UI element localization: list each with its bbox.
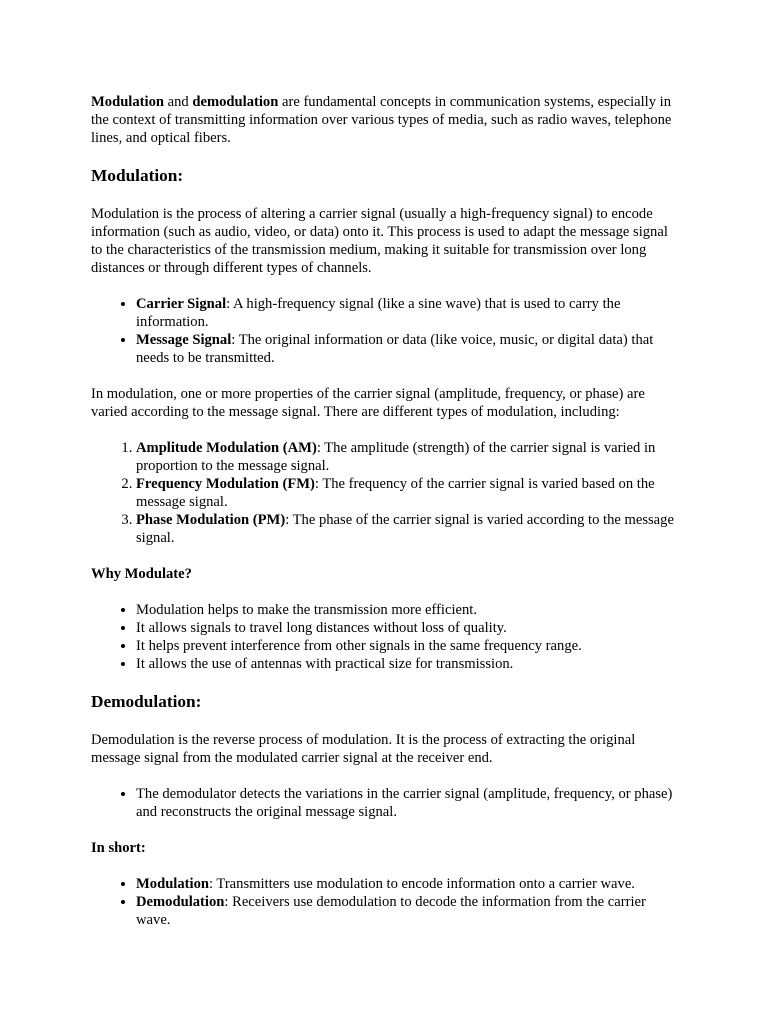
list-item-modulation: [136, 875, 681, 893]
list-item-term: Frequency Modulation (FM): [136, 476, 315, 492]
list-item-carrier-signal: [136, 295, 681, 331]
intro-text: are fundamental concepts in communication systems, especially in the context of transmitting information over various types of media, such as radio waves, telephone lines, and optical fibers.: [91, 94, 672, 146]
list-item-demodulation: [136, 893, 681, 929]
list-item-term: Carrier Signal: [136, 296, 227, 312]
summary-list: [91, 875, 681, 929]
list-item-term: Amplitude Modulation (AM): [136, 440, 317, 456]
demodulation-description: Demodulation is the reverse process of modulation. It is the process of extracting the original message signal from the modulated carrier signal at the receiver end.: [91, 732, 636, 766]
list-item-text: : The original information or data (like voice, music, or digital data) that needs to be transmitted.: [136, 332, 654, 366]
demodulation-list: [91, 785, 681, 821]
list-item-pm: [136, 511, 681, 547]
list-item-term: Phase Modulation (PM): [136, 512, 286, 528]
list-item-text: : Transmitters use modulation to encode information onto a carrier wave.: [208, 876, 635, 892]
list-item-term: Message Signal: [136, 332, 232, 348]
list-item-am: [136, 439, 681, 475]
why-modulate-list: [91, 601, 681, 673]
list-item: • It allows the use of antennas with practical size for transmission.: [136, 655, 681, 673]
modulation-types-intro: In modulation, one or more properties of the carrier signal (amplitude, frequency, or phase) are varied according to the message signal. There are different types of modulation, including:: [91, 386, 645, 420]
list-item-term: Demodulation: [136, 894, 225, 910]
list-item-fm: [136, 475, 681, 511]
intro-term-demodulation: demodulation: [192, 94, 279, 110]
document-page: [91, 93, 681, 947]
list-item: • Modulation helps to make the transmission more efficient.: [136, 601, 681, 619]
list-item-text: : Receivers use demodulation to decode the information from the carrier wave.: [136, 894, 646, 928]
list-item-text: : The frequency of the carrier signal is varied based on the message signal.: [136, 476, 655, 510]
list-item-text: : A high-frequency signal (like a sine wave) that is used to carry the information.: [136, 296, 621, 330]
list-item-text: : The amplitude (strength) of the carrier signal is varied in proportion to the message signal.: [136, 440, 656, 474]
list-item-term: Modulation: [136, 876, 209, 892]
signal-list: [91, 295, 681, 367]
intro-paragraph: [91, 93, 681, 147]
list-item-message-signal: [136, 331, 681, 367]
list-item: • It helps prevent interference from other signals in the same frequency range.: [136, 637, 681, 655]
intro-term-modulation: Modulation: [91, 94, 164, 110]
in-short-heading: In short:: [91, 840, 146, 856]
demodulation-heading: Demodulation:: [91, 692, 202, 711]
modulation-types-list: [91, 439, 681, 547]
modulation-heading: Modulation:: [91, 166, 184, 185]
list-item: • It allows signals to travel long distances without loss of quality.: [136, 619, 681, 637]
list-item: • The demodulator detects the variations in the carrier signal (amplitude, frequency, or phase) and reconstructs the original message signal.: [136, 785, 681, 821]
list-item-text: : The phase of the carrier signal is varied according to the message signal.: [136, 512, 674, 546]
why-modulate-heading: Why Modulate?: [91, 566, 192, 582]
intro-conjunction: and: [163, 94, 193, 110]
modulation-description: Modulation is the process of altering a carrier signal (usually a high-frequency signal) to encode information (such as audio, video, or data) onto it. This process is used to adapt the message signal to the characteristics of the transmission medium, making it suitable for transmission over long distances or through different types of channels.: [91, 206, 668, 276]
